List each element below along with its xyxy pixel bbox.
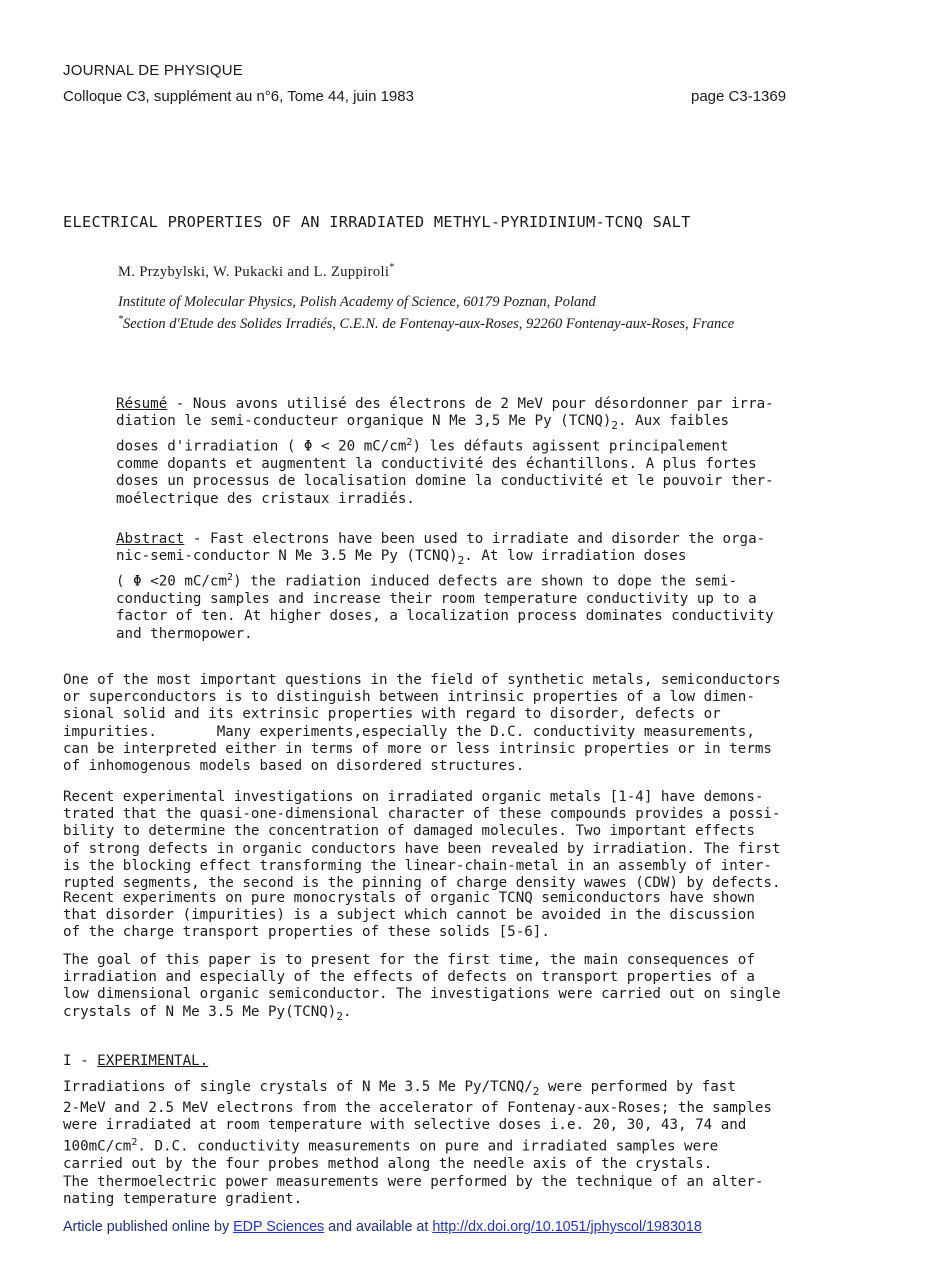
resume-line-3b: ) les défauts agissent principalement: [412, 438, 729, 455]
p2-line-1: Recent experimental investigations on irradiated organic metals [1-4] have demons-: [63, 789, 764, 805]
p4-line-3: low dimensional organic semiconductor. The investigations were carried out on single: [63, 986, 781, 1003]
abstract-line-2a: nic-semi-conductor N Me 3.5 Me Py (TCNQ): [116, 548, 458, 565]
affiliation-2: [118, 311, 778, 333]
resume-label: Résumé: [116, 396, 168, 412]
exp-line-1b: were performed by fast: [539, 1079, 736, 1095]
abstract-line-6: and thermopower.: [116, 625, 253, 642]
p1-line-4: impurities. Many experiments,especially the D.C. conductivity measurements,: [63, 723, 755, 740]
resume-block: [116, 396, 774, 508]
p1-line-2: or superconductors is to distinguish between intrinsic properties of a low dimen-: [63, 689, 755, 706]
abstract-block: [116, 531, 774, 643]
section-prefix: I -: [63, 1053, 98, 1069]
section-title: EXPERIMENTAL.: [97, 1053, 209, 1069]
abstract-line-2-sub: 2: [457, 554, 465, 568]
exp-line-1-sub: 2: [532, 1084, 540, 1098]
resume-line-5: doses un processus de localisation domine la conductivité et le pouvoir ther-: [116, 473, 774, 490]
page-number: page C3-1369: [691, 88, 787, 105]
abstract-line-2b: . At low irradiation doses: [464, 548, 687, 565]
exp-line-7: nating temperature gradient.: [63, 1190, 303, 1207]
paragraph-3: [63, 890, 755, 942]
resume-line-2-sub: 2: [611, 419, 619, 433]
p2-line-2: trated that the quasi-one-dimensional character of these compounds provides a possi-: [63, 806, 781, 823]
p2-line-3: bility to determine the concentration of damaged molecules. Two important effects: [63, 823, 755, 840]
resume-line-4: comme dopants et augmentent la conductivité des échantillons. A plus fortes: [116, 456, 757, 473]
edp-sciences-link[interactable]: EDP Sciences: [233, 1219, 325, 1235]
p3-line-3: of the charge transport properties of these solids [5-6].: [63, 924, 550, 941]
p1-line-6: of inhomogenous models based on disordered structures.: [63, 758, 525, 775]
p4-line-4a: crystals of N Me 3.5 Me Py(TCNQ): [63, 1003, 337, 1020]
journal-name: JOURNAL DE PHYSIQUE: [63, 62, 243, 79]
authors-text: M. Przybylski, W. Pukacki and L. Zuppiroli: [118, 263, 390, 280]
resume-line-1: - Nous avons utilisé des électrons de 2 MeV pour désordonner par irra-: [167, 396, 774, 412]
exp-line-4b: . D.C. conductivity measurements on pure and irradiated samples were: [137, 1139, 719, 1156]
paper-title: ELECTRICAL PROPERTIES OF AN IRRADIATED METHYL-PYRIDINIUM-TCNQ SALT: [63, 213, 691, 231]
affiliations: [118, 294, 778, 333]
author-list: [118, 262, 395, 281]
experimental-paragraph: [63, 1079, 772, 1208]
footer-middle: and available at: [324, 1219, 433, 1235]
p4-line-4-sub: 2: [336, 1009, 343, 1023]
affiliation-2-star: *: [118, 314, 123, 325]
abstract-line-1: - Fast electrons have been used to irradiate and disorder the orga-: [184, 531, 766, 547]
abstract-line-5: factor of ten. At higher doses, a localization process dominates conductivity: [116, 608, 774, 625]
p2-line-4: of strong defects in organic conductors have been revealed by irradiation. The first: [63, 840, 781, 857]
resume-line-6: moélectrique des cristaux irradiés.: [116, 490, 415, 507]
paragraph-1: [63, 672, 781, 775]
abstract-line-3a: ( Φ <20 mC/cm: [116, 573, 228, 590]
exp-line-5: carried out by the four probes method along the needle axis of the crystals.: [63, 1156, 713, 1173]
paragraph-2: [63, 789, 781, 892]
p1-line-1: One of the most important questions in the field of synthetic metals, semiconductors: [63, 672, 781, 688]
footer-prefix: Article published online by: [63, 1219, 234, 1235]
p3-line-2: that disorder (impurities) is a subject which cannot be avoided in the discussion: [63, 907, 755, 924]
author-star: *: [389, 262, 395, 273]
abstract-line-3-sup: 2: [227, 572, 234, 584]
p2-line-5: is the blocking effect transforming the linear-chain-metal in an assembly of inter-: [63, 857, 772, 874]
exp-line-3: were irradiated at room temperature with selective doses i.e. 20, 30, 43, 74 and: [63, 1117, 747, 1134]
resume-line-3a: doses d'irradiation ( Φ < 20 mC/cm: [116, 438, 407, 455]
p1-line-5: can be interpreted either in terms of more or less intrinsic properties or in terms: [63, 740, 772, 757]
exp-line-2: 2-MeV and 2.5 MeV electrons from the accelerator of Fontenay-aux-Roses; the samples: [63, 1100, 772, 1117]
p2-line-6: rupted segments, the second is the pinning of charge density wawes (CDW) by defects.: [63, 875, 781, 892]
doi-link[interactable]: http://dx.doi.org/10.1051/jphyscol/1983018: [432, 1219, 702, 1235]
abstract-line-4: conducting samples and increase their room temperature conductivity up to a: [116, 591, 757, 608]
exp-line-1a: Irradiations of single crystals of N Me 3.5 Me Py/TCNQ/: [63, 1079, 533, 1095]
p3-line-1: Recent experiments on pure monocrystals of organic TCNQ semiconductors have shown: [63, 890, 755, 906]
p4-line-1: The goal of this paper is to present for the first time, the main consequences of: [63, 952, 755, 968]
exp-line-4-sup: 2: [131, 1137, 138, 1149]
exp-line-4a: 100mC/cm: [63, 1139, 132, 1156]
resume-line-2a: diation le semi-conducteur organique N Me 3,5 Me Py (TCNQ): [116, 413, 612, 430]
section-heading: [63, 1053, 208, 1069]
publication-footer: [63, 1219, 702, 1235]
p4-line-2: irradiation and especially of the effects of defects on transport properties of a: [63, 969, 755, 986]
exp-line-6: The thermoelectric power measurements were performed by the technique of an alter-: [63, 1173, 764, 1190]
p4-line-4b: .: [342, 1003, 352, 1020]
abstract-line-3b: ) the radiation induced defects are shown to dope the semi-: [233, 573, 738, 590]
p1-line-3: sional solid and its extrinsic properties with regard to disorder, defects or: [63, 706, 721, 723]
affiliation-2-text: Section d'Etude des Solides Irradiés, C.E.N. de Fontenay-aux-Roses, 92260 Fontenay-aux-Roses, France: [123, 315, 735, 332]
affiliation-1: Institute of Molecular Physics, Polish Academy of Science, 60179 Poznan, Poland: [118, 294, 596, 310]
resume-line-3-sup: 2: [406, 437, 413, 449]
colloque-info: Colloque C3, supplément au n°6, Tome 44, juin 1983: [63, 88, 414, 105]
paragraph-4: [63, 952, 781, 1025]
resume-line-2b: . Aux faibles: [618, 413, 730, 430]
abstract-label: Abstract: [116, 531, 185, 547]
